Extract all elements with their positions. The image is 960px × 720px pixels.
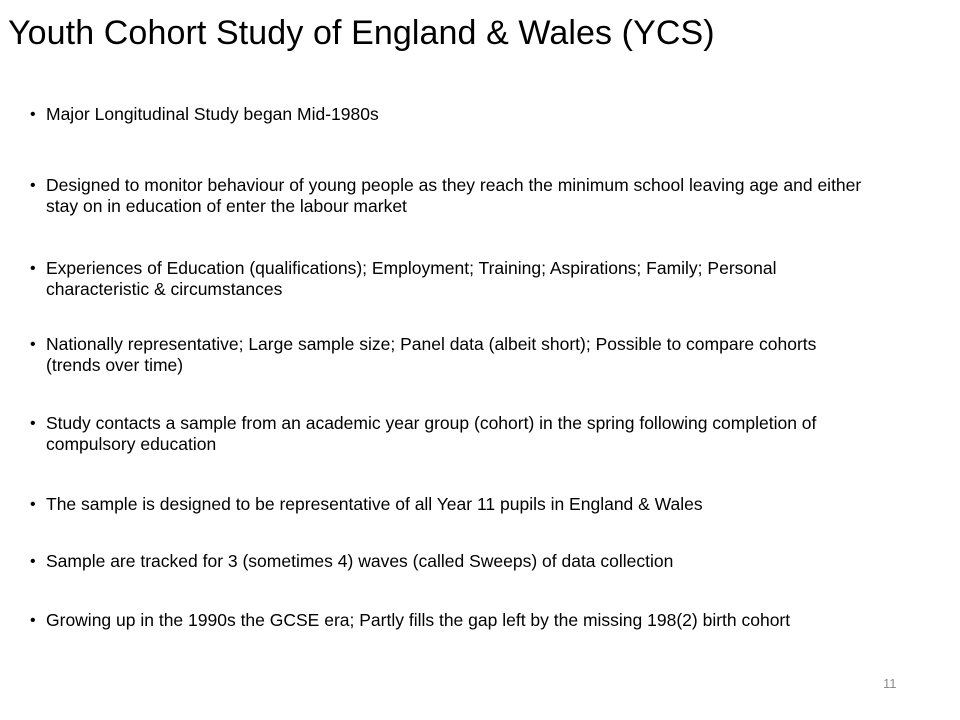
bullet-item xyxy=(30,494,743,515)
bullet-text: Sample are tracked for 3 (sometimes 4) waves (called Sweeps) of data collection xyxy=(46,551,674,571)
bullet-item xyxy=(30,334,910,376)
bullet-item xyxy=(30,413,910,455)
bullet-dot-icon: • xyxy=(30,177,36,194)
bullet-item xyxy=(30,258,910,300)
bullet-dot-icon: • xyxy=(30,415,36,432)
bullet-text: The sample is designed to be representative of all Year 11 pupils in England & Wales xyxy=(46,494,703,514)
bullet-dot-icon: • xyxy=(30,336,36,353)
bullet-item xyxy=(30,551,713,572)
slide-title: Youth Cohort Study of England & Wales (YCS) xyxy=(8,14,715,52)
bullet-dot-icon: • xyxy=(30,496,36,513)
bullet-item xyxy=(30,104,419,125)
bullet-item xyxy=(30,610,830,631)
bullet-text: Study contacts a sample from an academic year group (cohort) in the spring following completion of compulsory education xyxy=(46,413,817,454)
page-number: 11 xyxy=(883,676,897,691)
bullet-item xyxy=(30,175,910,217)
bullet-text: Major Longitudinal Study began Mid-1980s xyxy=(46,104,379,124)
bullet-text: Designed to monitor behaviour of young people as they reach the minimum school leaving age and either stay on in education of enter the labour market xyxy=(46,175,862,216)
bullet-dot-icon: • xyxy=(30,553,36,570)
bullet-text: Nationally representative; Large sample size; Panel data (albeit short); Possible to compare cohorts (trends over time) xyxy=(46,334,817,375)
bullet-text: Experiences of Education (qualifications); Employment; Training; Aspirations; Family; Personal characteristic & circumstances xyxy=(46,258,777,299)
bullet-dot-icon: • xyxy=(30,612,36,629)
bullet-dot-icon: • xyxy=(30,106,36,123)
bullet-dot-icon: • xyxy=(30,260,36,277)
bullet-text: Growing up in the 1990s the GCSE era; Partly fills the gap left by the missing 198(2) birth cohort xyxy=(46,610,791,630)
